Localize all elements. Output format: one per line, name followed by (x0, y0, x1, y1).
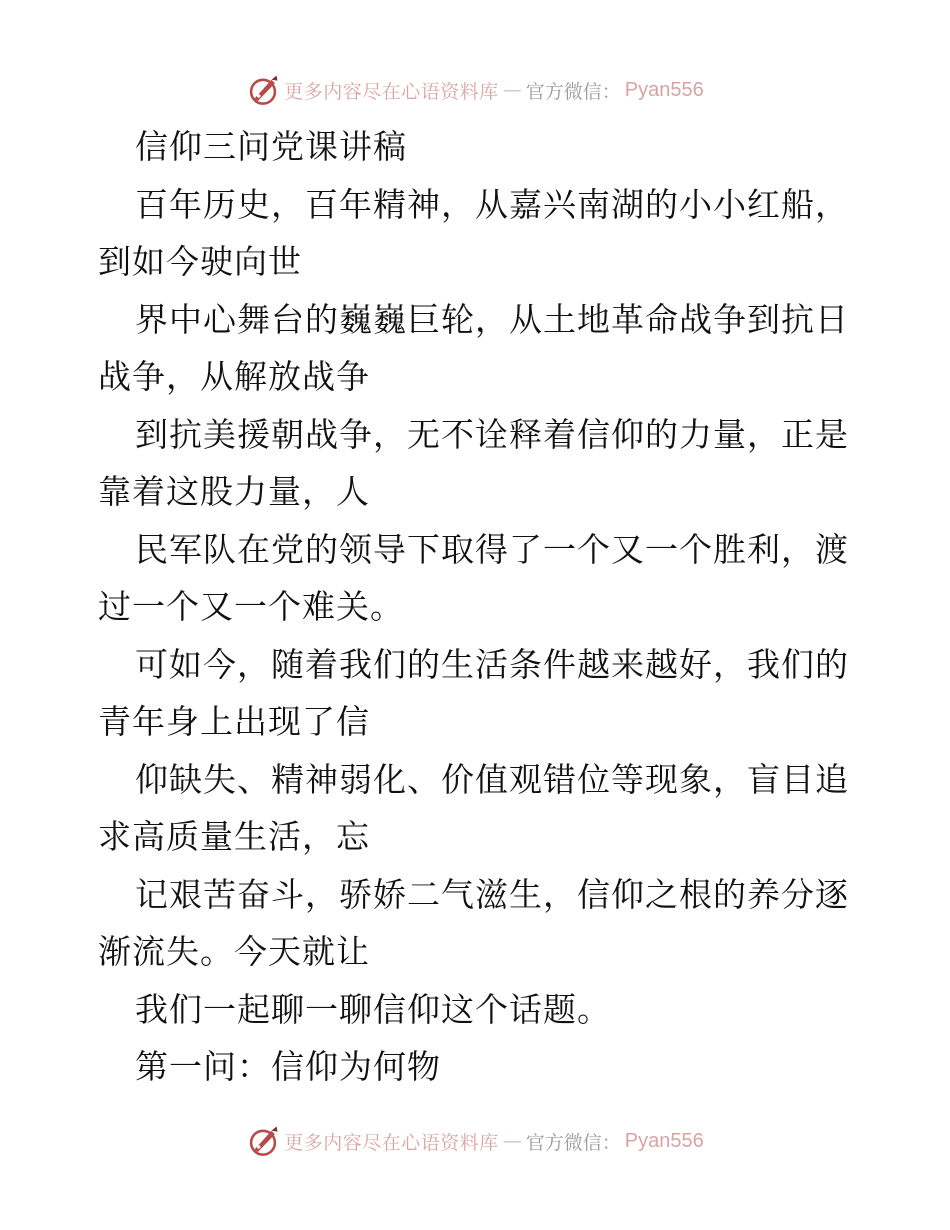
watermark-group (246, 73, 704, 107)
paragraph-line: 记艰苦奋斗，骄娇二气滋生，信仰之根的养分逐 (135, 874, 849, 914)
paragraph-line: 民军队在党的领导下取得了一个又一个胜利，渡 (135, 529, 849, 569)
paragraph-line: 百年历史，百年精神，从嘉兴南湖的小小红船， (135, 184, 849, 224)
paragraph-line: 到抗美援朝战争，无不诠释着信仰的力量，正是 (135, 414, 849, 454)
watermark-separator: — (502, 79, 522, 101)
paragraph-line: 青年身上出现了信 (98, 702, 370, 741)
quill-pen-logo-icon (246, 1124, 280, 1158)
paragraph-line: 可如今，随着我们的生活条件越来越好，我们的 (135, 644, 849, 684)
watermark-group (246, 1124, 704, 1158)
paragraph-line: 渐流失。今天就让 (98, 932, 370, 971)
watermark-footer (0, 1121, 950, 1161)
watermark-header (0, 70, 950, 110)
paragraph-line: 战争，从解放战争 (98, 357, 370, 396)
paragraph-line: 界中心舞台的巍巍巨轮，从土地革命战争到抗日 (135, 299, 849, 339)
document-body (98, 118, 858, 1096)
paragraph-line: 到如今驶向世 (98, 242, 302, 281)
paragraph-line: 过一个又一个难关。 (98, 587, 404, 626)
section-heading: 第一问：信仰为何物 (135, 1047, 441, 1086)
watermark-separator: — (502, 1130, 522, 1152)
watermark-brand-text: 更多内容尽在心语资料库 (284, 1131, 499, 1154)
paragraph-line: 我们一起聊一聊信仰这个话题。 (135, 989, 611, 1029)
quill-pen-logo-icon (246, 73, 280, 107)
watermark-wechat-label: 官方微信： (525, 1131, 621, 1154)
document-title: 信仰三问党课讲稿 (135, 127, 407, 166)
watermark-brand-text: 更多内容尽在心语资料库 (284, 80, 499, 103)
watermark-wechat-label: 官方微信： (525, 80, 621, 103)
paragraph-line: 求高质量生活，忘 (98, 817, 370, 856)
paragraph-line: 靠着这股力量，人 (98, 472, 370, 511)
watermark-wechat-id: Pyan556 (624, 78, 704, 101)
watermark-wechat-id: Pyan556 (624, 1129, 704, 1152)
paragraph-line: 仰缺失、精神弱化、价值观错位等现象，盲目追 (135, 759, 849, 799)
